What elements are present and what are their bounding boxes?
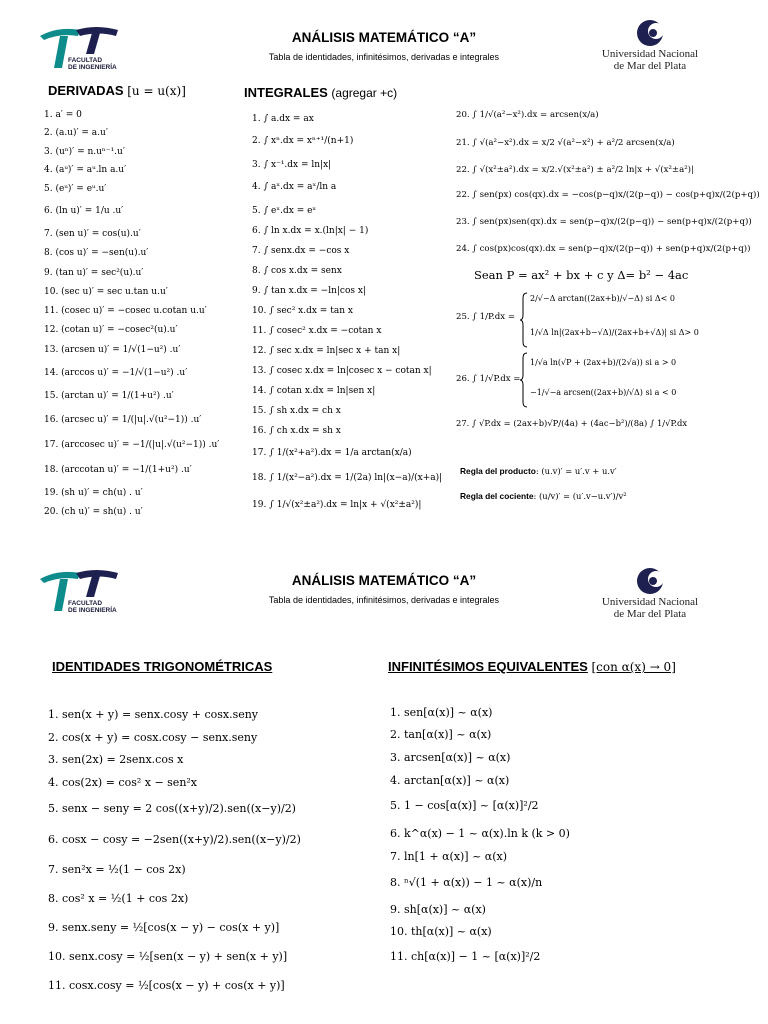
university-logo	[590, 566, 720, 626]
list-item: 10. th[α(x)] ~ α(x)	[390, 925, 492, 938]
list-item: 8. cos² x = ½(1 + cos 2x)	[48, 892, 189, 905]
list-item: 15. (arctan u)′ = 1/(1+u²) .u′	[44, 391, 174, 401]
page-title: ANÁLISIS MATEMÁTICO “A”	[291, 30, 477, 45]
list-item: 5. 1 − cos[α(x)] ~ [α(x)]²/2	[390, 799, 539, 812]
page-title: ANÁLISIS MATEMÁTICO “A”	[291, 573, 477, 588]
list-item: 4. cos(2x) = cos² x − sen²x	[48, 776, 198, 789]
integral-25-label: 25. ∫ 1/P.dx =	[456, 312, 516, 322]
list-item: 10. senx.cosy = ½[sen(x − y) + sen(x + y)]	[48, 950, 288, 963]
university-logo-line1: Universidad Nacional	[601, 48, 699, 60]
list-item: 11. ∫ cosec² x.dx = −cotan x	[252, 326, 382, 336]
list-item: 17. ∫ 1/(x²+a²).dx = 1/a arctan(x/a)	[252, 448, 412, 458]
list-item: 2. (a.u)′ = a.u′	[44, 128, 108, 138]
list-item: 8. ⁿ√(1 + α(x)) − 1 ~ α(x)/n	[390, 876, 543, 889]
list-item: 18. (arccotan u)′ = −1/(1+u²) .u′	[44, 465, 192, 475]
integral-25	[456, 290, 756, 350]
list-item: 20. ∫ 1/√(a²−x²).dx = arcsen(x/a)	[456, 110, 599, 120]
list-item: 16. (arcsec u)′ = 1/(|u|.√(u²−1)) .u′	[44, 415, 202, 425]
university-logo-line2: de Mar del Plata	[613, 608, 687, 620]
list-item: 9. senx.seny = ½[cos(x − y) − cos(x + y)]	[48, 921, 280, 934]
list-item: 1. sen(x + y) = senx.cosy + cosx.seny	[48, 708, 259, 721]
integral-25-case-1: 2/√−Δ arctan((2ax+b)/√−Δ) si Δ< 0	[530, 294, 675, 303]
integrales-subtitle: (agregar +c)	[331, 86, 398, 100]
integral-27: 27. ∫ √P.dx = (2ax+b)√P/(4a) + (4ac−b²)/(8a) ∫ 1/√P.dx	[456, 418, 688, 428]
list-item: 13. ∫ cosec x.dx = ln|cosec x − cotan x|	[252, 366, 432, 376]
faculty-logo-line1: FACULTAD	[68, 57, 103, 64]
list-item: 9. (tan u)′ = sec²(u).u′	[44, 268, 144, 278]
list-item: 23. ∫ sen(px)sen(qx).dx = sen(p−q)x/(2(p−q)) − sen(p+q)x/(2(p+q))	[456, 217, 752, 227]
list-item: 16. ∫ ch x.dx = sh x	[252, 426, 341, 436]
integrales-title: INTEGRALES	[244, 85, 328, 100]
list-item: 14. (arccos u)′ = −1/√(1−u²) .u′	[44, 368, 188, 378]
infinitesimos-heading	[388, 659, 676, 674]
list-item: 9. sh[α(x)] ~ α(x)	[390, 903, 486, 916]
list-item: 19. ∫ 1/√(x²±a²).dx = ln|x + √(x²±a²)|	[252, 500, 422, 510]
list-item: 17. (arccosec u)′ = −1/(|u|.√(u²−1)) .u′	[44, 440, 220, 450]
list-item: 7. ∫ senx.dx = −cos x	[252, 246, 350, 256]
list-item: 6. ∫ ln x.dx = x.(ln|x| − 1)	[252, 226, 369, 236]
list-item: 10. ∫ sec² x.dx = tan x	[252, 306, 353, 316]
list-item: 21. ∫ √(a²−x²).dx = x/2 √(a²−x²) + a²/2 arcsen(x/a)	[456, 138, 675, 148]
list-item: 15. ∫ sh x.dx = ch x	[252, 406, 341, 416]
list-item: 5. senx − seny = 2 cos((x+y)/2).sen((x−y)/2)	[48, 802, 296, 815]
integral-26-label: 26. ∫ 1/√P.dx =	[456, 374, 521, 384]
list-item: 3. ∫ x⁻¹.dx = ln|x|	[252, 160, 332, 170]
rule-product-label: Regla del producto	[460, 466, 536, 476]
list-item: 22. ∫ sen(px) cos(qx).dx = −cos(p−q)x/(2(p−q)) − cos(p+q)x/(2(p+q))	[456, 190, 760, 200]
list-item: 2. ∫ xⁿ.dx = xⁿ⁺¹/(n+1)	[252, 136, 354, 146]
derivadas-heading	[48, 83, 186, 98]
list-item: 4. ∫ aˣ.dx = aˣ/ln a	[252, 182, 337, 192]
list-item: 14. ∫ cotan x.dx = ln|sen x|	[252, 386, 376, 396]
rule-product-formula: : (u.v)′ = u′.v + u.v′	[535, 466, 617, 476]
list-item: 20. (ch u)′ = sh(u) . u′	[44, 507, 143, 517]
list-item: 12. (cotan u)′ = −cosec²(u).u′	[44, 325, 178, 335]
integral-26-case-1: 1/√a ln(√P + (2ax+b)/(2√a)) si a > 0	[530, 358, 677, 367]
rule-quotient-formula: : (u/v)′ = (u′.v−u.v′)/v²	[533, 491, 627, 501]
list-item: 19. (sh u)′ = ch(u) . u′	[44, 488, 143, 498]
list-item: 1. a′ = 0	[44, 110, 82, 120]
list-item: 11. cosx.cosy = ½[cos(x − y) + cos(x + y)]	[48, 979, 285, 992]
university-logo-line1: Universidad Nacional	[601, 596, 699, 608]
list-item: 8. ∫ cos x.dx = senx	[252, 266, 342, 276]
list-item: 2. cos(x + y) = cosx.cosy − senx.seny	[48, 731, 258, 744]
university-logo-icon	[590, 18, 710, 48]
list-item: 3. arcsen[α(x)] ~ α(x)	[390, 751, 511, 764]
rule-product	[460, 466, 617, 476]
university-logo-line2: de Mar del Plata	[613, 60, 687, 72]
list-item: 1. ∫ a.dx = ax	[252, 114, 314, 124]
derivadas-title: DERIVADAS	[48, 83, 124, 98]
rule-quotient-label: Regla del cociente	[460, 491, 534, 501]
list-item: 6. (ln u)′ = 1/u .u′	[44, 206, 124, 216]
faculty-logo-line1: FACULTAD	[68, 600, 103, 607]
list-item: 11. (cosec u)′ = −cosec u.cotan u.u′	[44, 306, 207, 316]
list-item: 1. sen[α(x)] ~ α(x)	[390, 706, 493, 719]
integral-26-case-2: −1/√−a arcsen((2ax+b)/√Δ) si a < 0	[530, 388, 677, 397]
infinitesimos-title: INFINITÉSIMOS EQUIVALENTES	[388, 659, 588, 674]
university-logo	[590, 18, 720, 78]
list-item: 7. (sen u)′ = cos(u).u′	[44, 229, 141, 239]
left-brace-icon	[520, 352, 528, 408]
trig-heading	[52, 659, 272, 674]
page-subtitle: Tabla de identidades, infinitésimos, derivadas e integrales	[268, 595, 500, 605]
list-item: 8. (cos u)′ = −sen(u).u′	[44, 248, 149, 258]
rule-quotient	[460, 491, 627, 501]
list-item: 22. ∫ √(x²±a²).dx = x/2.√(x²±a²) ± a²/2 ln|x + √(x²±a²)|	[456, 165, 694, 175]
faculty-logo-line2: DE INGENIERÍA	[68, 64, 117, 71]
list-item: 24. ∫ cos(px)cos(qx).dx = sen(p−q)x/(2(p−q)) + sen(p+q)x/(2(p+q))	[456, 244, 751, 254]
list-item: 10. (sec u)′ = sec u.tan u.u′	[44, 287, 168, 297]
list-item: 4. arctan[α(x)] ~ α(x)	[390, 774, 510, 787]
list-item: 7. sen²x = ½(1 − cos 2x)	[48, 863, 186, 876]
list-item: 18. ∫ 1/(x²−a²).dx = 1/(2a) ln|(x−a)/(x+a)|	[252, 473, 443, 483]
list-item: 6. k^α(x) − 1 ~ α(x).ln k (k > 0)	[390, 827, 570, 840]
sean-definition: Sean P = ax² + bx + c y Δ= b² − 4ac	[474, 268, 689, 282]
list-item: 4. (aᵘ)′ = aᵘ.ln a.u′	[44, 165, 127, 175]
list-item: 13. (arcsen u)′ = 1/√(1−u²) .u′	[44, 345, 181, 355]
derivadas-subtitle: [u = u(x)]	[127, 84, 186, 98]
list-item: 3. sen(2x) = 2senx.cos x	[48, 753, 184, 766]
integral-26	[456, 350, 756, 410]
integral-25-case-2: 1/√Δ ln|(2ax+b−√Δ)/(2ax+b+√Δ)| si Δ> 0	[530, 328, 699, 337]
list-item: 2. tan[α(x)] ~ α(x)	[390, 728, 492, 741]
integrales-heading	[244, 85, 397, 100]
infinitesimos-subtitle: [con α(x) → 0]	[591, 660, 676, 674]
left-brace-icon	[520, 292, 528, 348]
list-item: 5. (eᵘ)′ = eᵘ.u′	[44, 184, 107, 194]
list-item: 3. (uⁿ)′ = n.uⁿ⁻¹.u′	[44, 147, 125, 157]
faculty-logo-line2: DE INGENIERÍA	[68, 607, 117, 614]
trig-title: IDENTIDADES TRIGONOMÉTRICAS	[52, 659, 273, 674]
university-logo-icon	[590, 566, 710, 596]
page-subtitle: Tabla de identidades, infinitésimos, derivadas e integrales	[268, 52, 500, 62]
list-item: 5. ∫ eˣ.dx = eˣ	[252, 206, 317, 216]
list-item: 12. ∫ sec x.dx = ln|sec x + tan x|	[252, 346, 401, 356]
list-item: 9. ∫ tan x.dx = −ln|cos x|	[252, 286, 366, 296]
list-item: 6. cosx − cosy = −2sen((x+y)/2).sen((x−y)/2)	[48, 833, 301, 846]
list-item: 7. ln[1 + α(x)] ~ α(x)	[390, 850, 508, 863]
list-item: 11. ch[α(x)] − 1 ~ [α(x)]²/2	[390, 950, 541, 963]
